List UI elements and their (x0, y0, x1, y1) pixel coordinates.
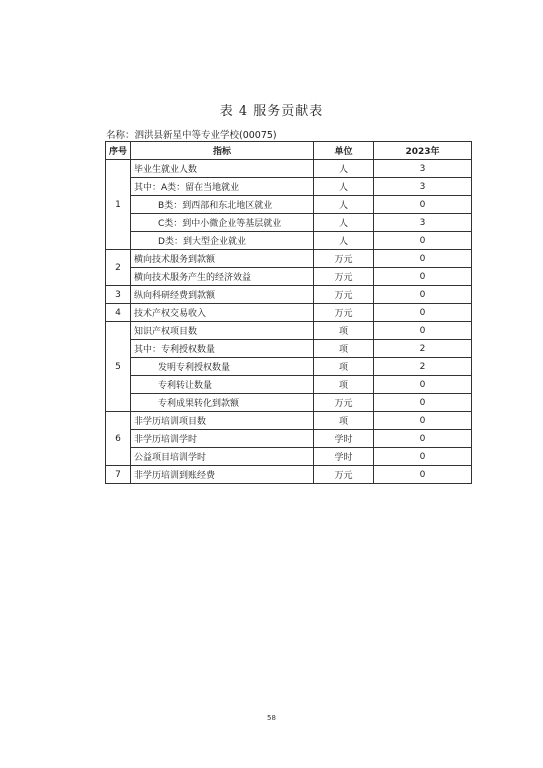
indicator-cell: B类：到西部和东北地区就业 (131, 196, 314, 214)
table-row (106, 340, 472, 358)
table-row (106, 268, 472, 286)
table-row (106, 430, 472, 448)
value-cell: 0 (374, 466, 472, 484)
page-number: 58 (267, 714, 276, 722)
value-cell: 3 (374, 178, 472, 196)
value-cell: 2 (374, 358, 472, 376)
unit-cell: 项 (314, 376, 374, 394)
indicator-cell: C类：到中小微企业等基层就业 (131, 214, 314, 232)
unit-cell: 人 (314, 196, 374, 214)
unit-cell: 人 (314, 178, 374, 196)
unit-cell: 万元 (314, 286, 374, 304)
seq-cell: 5 (106, 322, 131, 412)
service-contribution-table (105, 141, 472, 484)
value-cell: 0 (374, 394, 472, 412)
unit-cell: 万元 (314, 394, 374, 412)
indicator-cell: 毕业生就业人数 (131, 160, 314, 178)
table-row (106, 232, 472, 250)
indicator-cell: 公益项目培训学时 (131, 448, 314, 466)
value-cell: 0 (374, 322, 472, 340)
table-row (106, 286, 472, 304)
unit-cell: 万元 (314, 250, 374, 268)
unit-cell: 项 (314, 340, 374, 358)
value-cell: 0 (374, 268, 472, 286)
indicator-cell: 其中：专利授权数量 (131, 340, 314, 358)
seq-cell: 4 (106, 304, 131, 322)
value-cell: 0 (374, 376, 472, 394)
indicator-cell: 其中：A类：留在当地就业 (131, 178, 314, 196)
indicator-cell: 横向技术服务产生的经济效益 (131, 268, 314, 286)
table-row (106, 394, 472, 412)
value-cell: 3 (374, 214, 472, 232)
table-row (106, 214, 472, 232)
value-cell: 0 (374, 448, 472, 466)
value-cell: 0 (374, 412, 472, 430)
unit-cell: 万元 (314, 466, 374, 484)
unit-cell: 万元 (314, 304, 374, 322)
table-row (106, 448, 472, 466)
seq-cell: 6 (106, 412, 131, 466)
indicator-cell: D类：到大型企业就业 (131, 232, 314, 250)
table-row (106, 466, 472, 484)
unit-cell: 项 (314, 358, 374, 376)
value-cell: 0 (374, 286, 472, 304)
indicator-cell: 知识产权项目数 (131, 322, 314, 340)
value-cell: 0 (374, 232, 472, 250)
table-row (106, 178, 472, 196)
seq-cell: 3 (106, 286, 131, 304)
indicator-cell: 发明专利授权数量 (131, 358, 314, 376)
table-row (106, 412, 472, 430)
table-row (106, 160, 472, 178)
unit-cell: 人 (314, 232, 374, 250)
value-cell: 0 (374, 430, 472, 448)
value-cell: 0 (374, 250, 472, 268)
indicator-cell: 专利成果转化到款额 (131, 394, 314, 412)
unit-cell: 项 (314, 412, 374, 430)
header-seq: 序号 (106, 142, 131, 160)
header-indicator: 指标 (131, 142, 314, 160)
indicator-cell: 非学历培训项目数 (131, 412, 314, 430)
indicator-cell: 横向技术服务到款额 (131, 250, 314, 268)
seq-cell: 2 (106, 250, 131, 286)
unit-cell: 人 (314, 214, 374, 232)
unit-cell: 万元 (314, 268, 374, 286)
table-row (106, 358, 472, 376)
table-title: 表 4 服务贡献表 (219, 104, 324, 119)
indicator-cell: 非学历培训学时 (131, 430, 314, 448)
header-year: 2023年 (374, 142, 472, 160)
table-row (106, 196, 472, 214)
table-row (106, 376, 472, 394)
value-cell: 3 (374, 160, 472, 178)
unit-cell: 学时 (314, 430, 374, 448)
indicator-cell: 技术产权交易收入 (131, 304, 314, 322)
seq-cell: 7 (106, 466, 131, 484)
table-row (106, 250, 472, 268)
table-row (106, 322, 472, 340)
indicator-cell: 非学历培训到账经费 (131, 466, 314, 484)
table-body (106, 160, 472, 484)
table-header-row (106, 142, 472, 160)
table-row (106, 304, 472, 322)
org-name-label: 名称：泗洪县新星中等专业学校(00075) (106, 130, 277, 141)
value-cell: 2 (374, 340, 472, 358)
indicator-cell: 纵向科研经费到款额 (131, 286, 314, 304)
value-cell: 0 (374, 196, 472, 214)
seq-cell: 1 (106, 160, 131, 250)
indicator-cell: 专利转让数量 (131, 376, 314, 394)
unit-cell: 项 (314, 322, 374, 340)
unit-cell: 人 (314, 160, 374, 178)
unit-cell: 学时 (314, 448, 374, 466)
header-unit: 单位 (314, 142, 374, 160)
value-cell: 0 (374, 304, 472, 322)
